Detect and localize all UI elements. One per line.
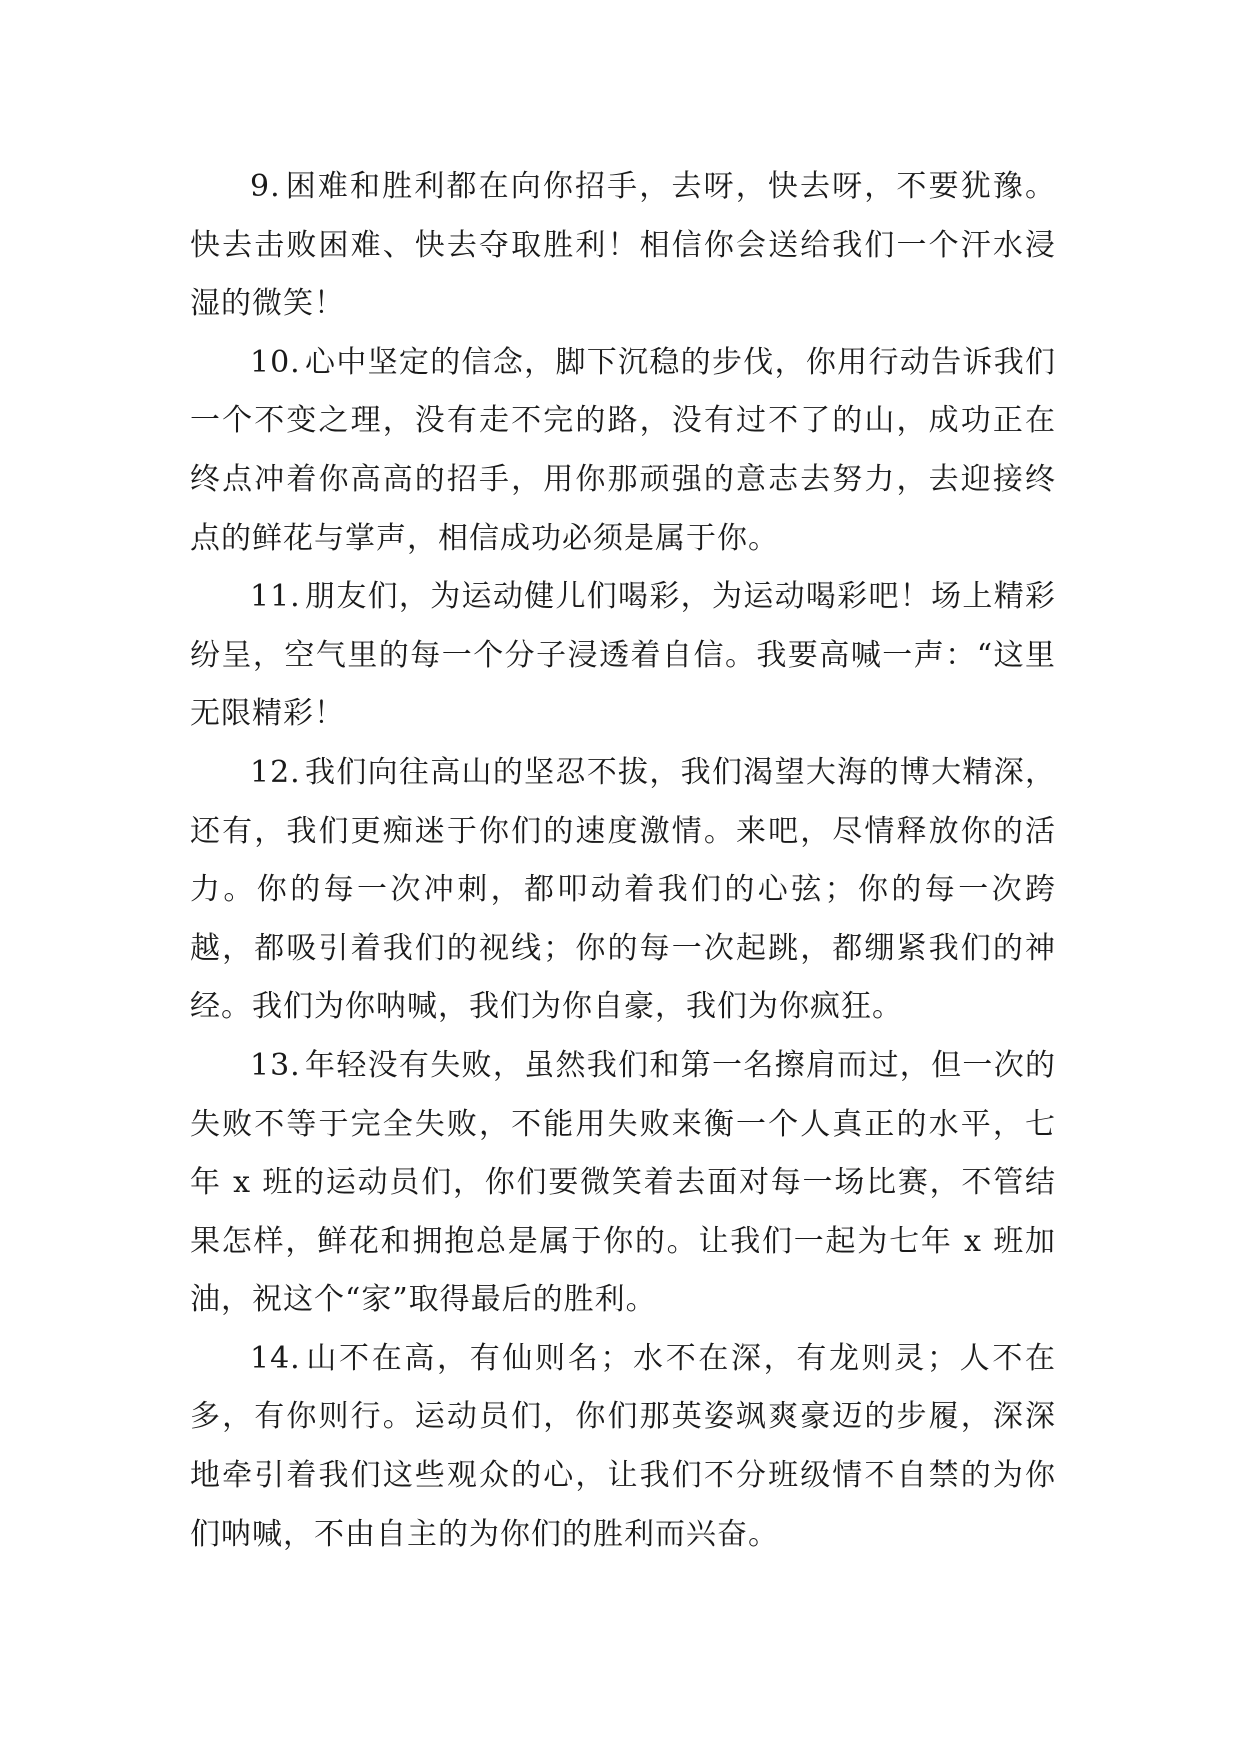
paragraph-number: 9. <box>250 169 281 204</box>
paragraph-12 <box>190 744 1056 1037</box>
paragraph-11 <box>190 568 1056 744</box>
paragraph-number: 13. <box>250 1047 301 1083</box>
paragraph-text: 年轻没有失败，虽然我们和第一名擦肩而过，但一次的失败不等于完全失败，不能用失败来衡一个人真正的水平，七年 x 班的运动员们，你们要微笑着去面对每一场比赛，不管结果怎样，鲜花和拥抱总是属于你的。让我们一起为七年 x 班加油，祝这个“家”取得最后的胜利。 <box>190 1047 1056 1318</box>
paragraph-text: 心中坚定的信念，脚下沉稳的步伐，你用行动告诉我们一个不变之理，没有走不完的路，没有过不了的山，成功正在终点冲着你高高的招手，用你那顽强的意志去努力，去迎接终点的鲜花与掌声，相信成功必须是属于你。 <box>190 344 1056 556</box>
paragraph-text: 朋友们，为运动健儿们喝彩，为运动喝彩吧！场上精彩纷呈，空气里的每一个分子浸透着自信。我要高喊一声：“这里无限精彩！ <box>190 579 1056 732</box>
paragraph-number: 12. <box>250 754 301 790</box>
paragraph-13 <box>190 1037 1056 1330</box>
paragraph-number: 11. <box>250 579 301 615</box>
document-body <box>190 158 1056 1564</box>
paragraph-text: 山不在高，有仙则名；水不在深，有龙则灵；人不在多，有你则行。运动员们，你们那英姿飒爽豪迈的步履，深深地牵引着我们这些观众的心，让我们不分班级情不自禁的为你们呐喊，不由自主的为你们的胜利而兴奋。 <box>190 1340 1056 1552</box>
paragraph-14 <box>190 1330 1056 1564</box>
paragraph-text: 困难和胜利都在向你招手，去呀，快去呀，不要犹豫。快去击败困难、快去夺取胜利！相信你会送给我们一个汗水浸湿的微笑！ <box>190 169 1056 322</box>
paragraph-text: 我们向往高山的坚忍不拔，我们渴望大海的博大精深，还有，我们更痴迷于你们的速度激情。来吧，尽情释放你的活力。你的每一次冲刺，都叩动着我们的心弦；你的每一次跨越，都吸引着我们的视线；你的每一次起跳，都绷紧我们的神经。我们为你呐喊，我们为你自豪，我们为你疯狂。 <box>190 754 1056 1025</box>
paragraph-9 <box>190 158 1056 334</box>
paragraph-number: 10. <box>250 344 301 380</box>
paragraph-number: 14. <box>250 1340 301 1376</box>
paragraph-10 <box>190 334 1056 568</box>
